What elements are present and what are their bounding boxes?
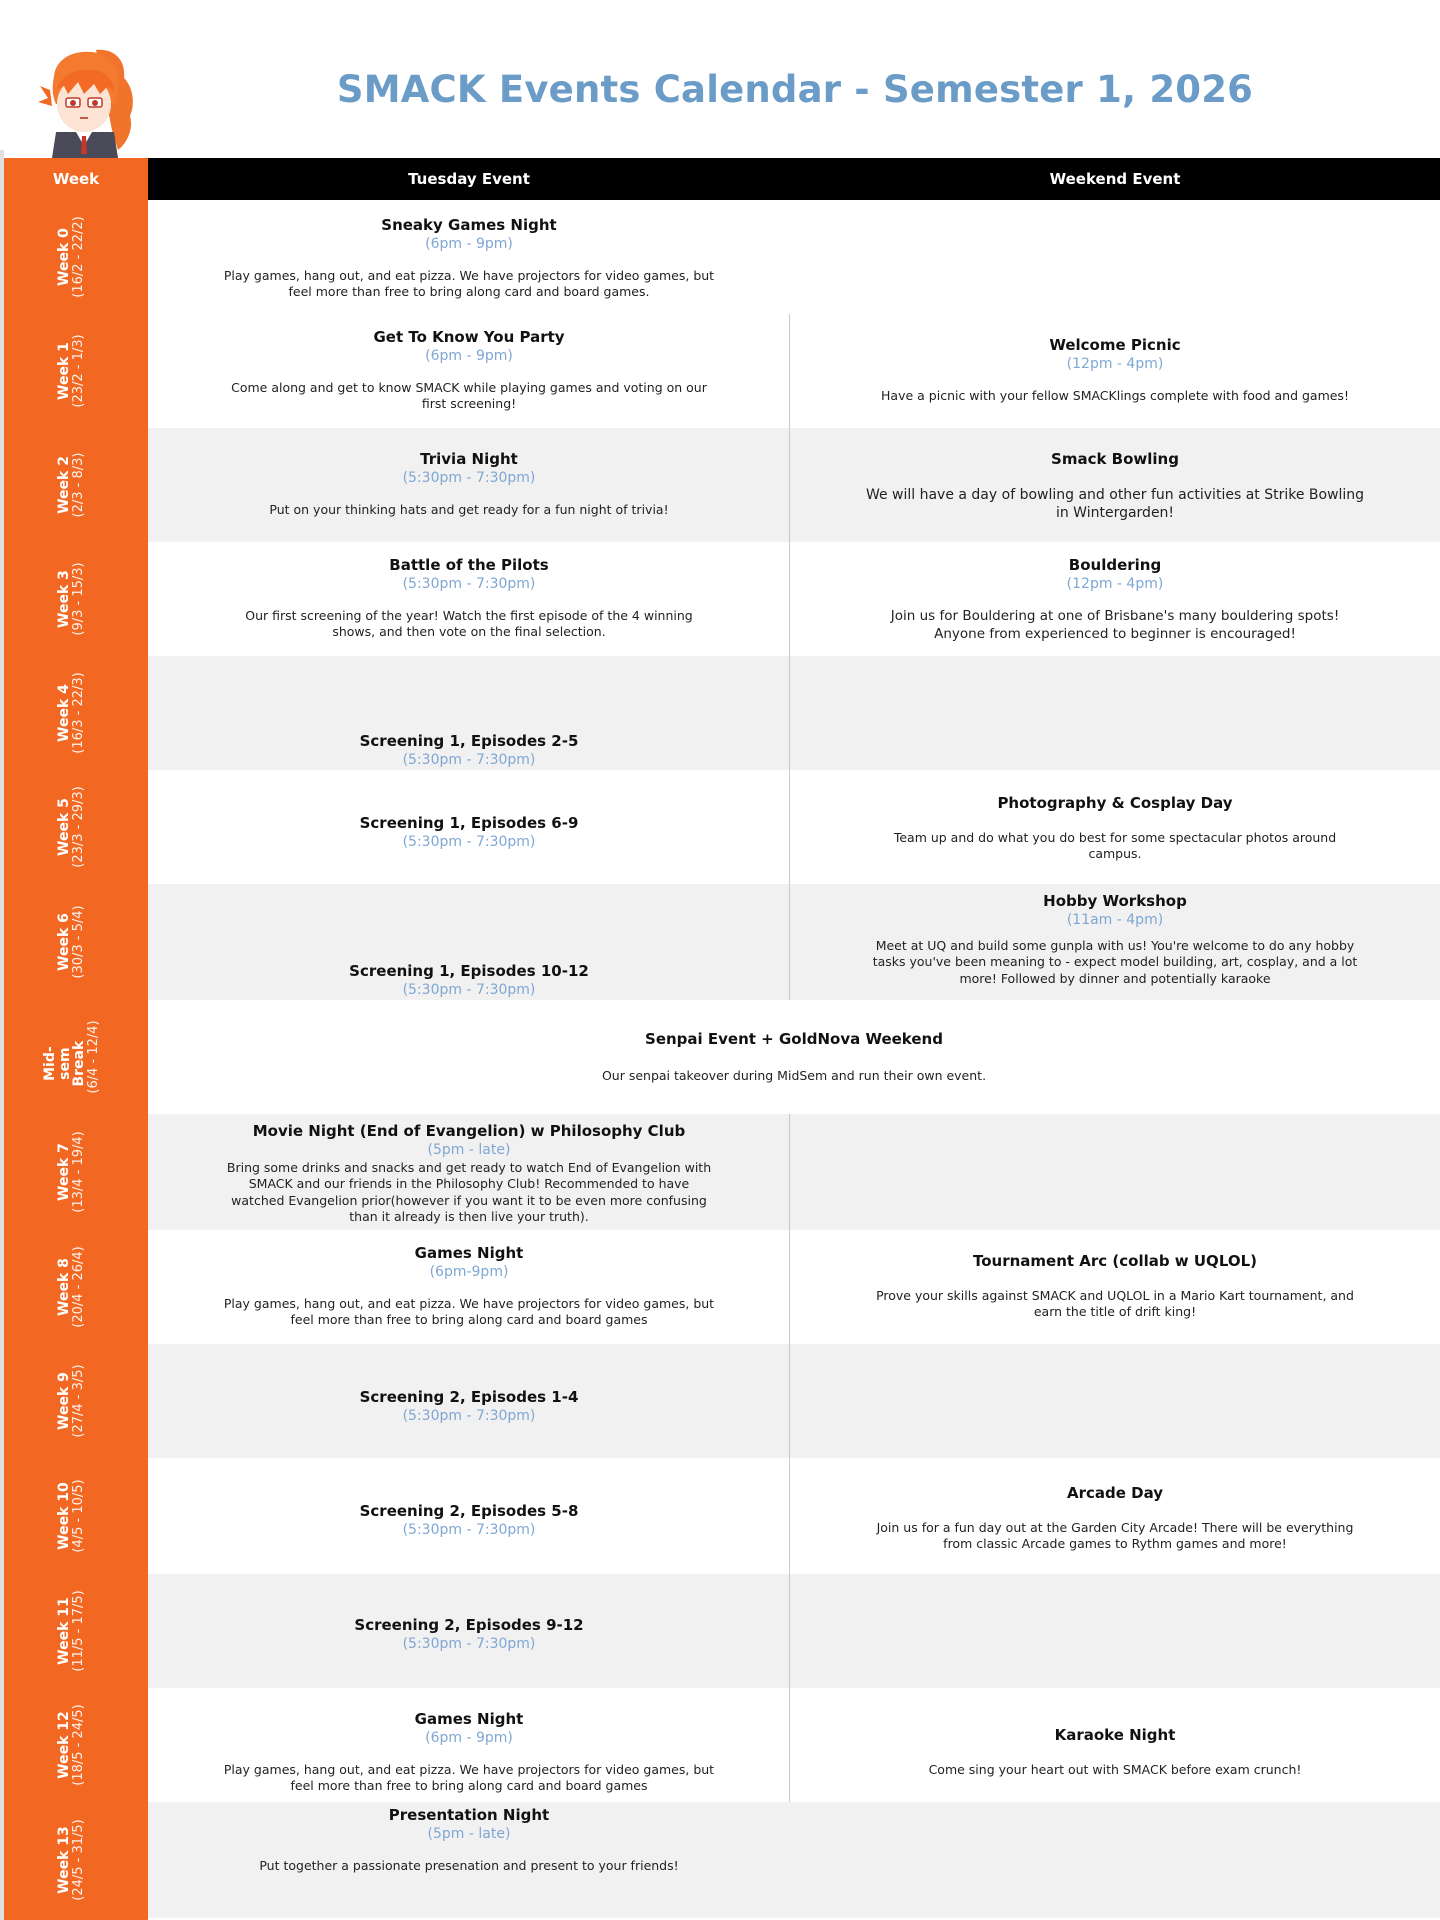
tuesday-event-cell [148,656,790,770]
week-number: Week 6 [56,913,73,971]
event-title: Movie Night (End of Evangelion) w Philosophy Club [252,1122,686,1140]
week-label [0,884,144,1000]
event-time: (6pm - 9pm) [425,1730,513,1746]
calendar-table [41,200,1440,1918]
week-number: Week 0 [56,228,73,286]
week-dates: (23/2 - 1/3) [71,334,87,408]
event-title: Screening 1, Episodes 10-12 [349,962,589,980]
tuesday-event-cell [148,770,790,884]
event-title: Arcade Day [1066,1484,1164,1502]
tuesday-event-cell [148,1688,790,1802]
column-divider [789,1114,790,1230]
tuesday-event-cell [148,884,790,1000]
week-dates: (18/5 - 24/5) [71,1704,87,1786]
event-title: Karaoke Night [1054,1726,1176,1744]
weekend-event-cell [790,1230,1440,1344]
table-row [56,1114,1440,1230]
event [148,814,790,850]
column-header-tuesday: Tuesday Event [408,170,530,188]
event-time: (6pm-9pm) [429,1264,509,1280]
weekend-event-cell [790,770,1440,884]
weekend-event-cell [790,428,1440,542]
week-label [0,770,144,884]
event-description: Play games, hang out, and eat pizza. We have projectors for video games, but feel more than free to bring along card and board games [223,1296,715,1328]
event [148,1710,790,1795]
event-description: Team up and do what you do best for some spectacular photos around campus. [893,830,1337,862]
week-dates: (16/3 - 22/3) [71,672,87,754]
event-title: Smack Bowling [1051,450,1179,468]
weekend-event-cell [790,1802,1440,1918]
event-time: (5:30pm - 7:30pm) [402,1522,536,1538]
event-time: (12pm - 4pm) [1066,356,1164,372]
event-description: Meet at UQ and build some gunpla with us! You're welcome to do any hobby tasks you've been meaning to - expect model building, art, cosplay, and a lot more! Followed by dinner and potentially karaoke [872,938,1358,986]
table-row [56,1344,1440,1458]
week-dates: (2/3 - 8/3) [71,452,87,518]
tuesday-event-cell [148,542,790,656]
event-time: (5:30pm - 7:30pm) [402,1408,536,1424]
week-label [0,1000,144,1114]
full-week-event-cell [148,1000,1440,1114]
event-description: Come sing your heart out with SMACK before exam crunch! [928,1762,1302,1777]
event-time: (5:30pm - 7:30pm) [402,982,536,998]
event-title: Bouldering [1068,556,1162,574]
week-dates: (16/2 - 22/2) [71,216,87,298]
week-label [0,1230,144,1344]
week-number: Week 8 [56,1258,73,1316]
event-title: Tournament Arc (collab w UQLOL) [972,1252,1258,1270]
event-description: We will have a day of bowling and other fun activities at Strike Bowling in Wintergarden! [865,487,1365,522]
event-time: (5:30pm - 7:30pm) [402,470,536,486]
table-row [56,1688,1440,1802]
event-time: (5:30pm - 7:30pm) [402,834,536,850]
week-number: Week 3 [56,570,73,628]
event-title: Screening 1, Episodes 6-9 [359,814,579,832]
week-number: Week 4 [56,684,73,742]
page-header [0,0,1440,158]
tuesday-event-cell [148,1344,790,1458]
event [790,1484,1440,1553]
week-number: Mid-sem Break [41,1040,88,1087]
event-title: Photography & Cosplay Day [997,794,1233,812]
column-header-weekend: Weekend Event [1049,170,1181,188]
week-label [0,1688,144,1802]
event-title: Screening 2, Episodes 9-12 [354,1616,584,1634]
event-description: Join us for Bouldering at one of Brisbane's many bouldering spots! Anyone from experienced to beginner is encouraged! [890,608,1340,642]
page-title: SMACK Events Calendar - Semester 1, 2026 [336,68,1254,111]
event [148,1388,790,1424]
column-header-bar [4,158,1440,200]
event-time: (5pm - late) [427,1826,511,1842]
event [148,450,790,518]
week-dates: (27/4 - 3/5) [71,1364,87,1438]
week-dates: (24/5 - 31/5) [71,1819,87,1901]
weekend-event-cell [790,1688,1440,1802]
tuesday-event-cell [148,1114,790,1230]
week-label [0,1458,144,1574]
event-title: Welcome Picnic [1049,336,1181,354]
event-description: Our senpai takeover during MidSem and run their own event. [601,1068,987,1083]
week-number: Week 1 [56,342,73,400]
column-divider [789,1688,790,1802]
event-title: Games Night [414,1244,524,1262]
event [148,216,790,301]
event-description: Our first screening of the year! Watch the first episode of the 4 winning shows, and then vote on the final selection. [245,608,693,640]
column-divider [789,1344,790,1458]
weekend-event-cell [790,200,1440,314]
week-number: Week 7 [56,1143,73,1201]
week-dates: (11/5 - 17/5) [71,1590,87,1672]
table-row [41,1000,1440,1114]
week-label [0,428,144,542]
event-description: Bring some drinks and snacks and get ready to watch End of Evangelion with SMACK and our friends in the Philosophy Club! Recommended to have watched Evangelion prior(however if you want it to be even more confusing than it already is then live your truth). [226,1160,712,1224]
event [790,556,1440,643]
event-description: Have a picnic with your fellow SMACKlings complete with food and games! [881,388,1349,403]
event [148,328,790,413]
event [790,892,1440,987]
event [148,1616,790,1652]
event [148,962,790,998]
tuesday-event-cell [148,200,790,314]
event-time: (11am - 4pm) [1066,912,1164,928]
event [148,1502,790,1538]
tuesday-event-cell [148,428,790,542]
event [148,1806,790,1874]
column-divider [789,1574,790,1688]
event-title: Screening 1, Episodes 2-5 [359,732,579,750]
event [790,1726,1440,1778]
event [148,1244,790,1329]
event-time: (5:30pm - 7:30pm) [402,1636,536,1652]
tuesday-event-cell [148,1574,790,1688]
week-label [0,1344,144,1458]
event-time: (5:30pm - 7:30pm) [402,576,536,592]
weekend-event-cell [790,314,1440,428]
event-title: Screening 2, Episodes 1-4 [359,1388,579,1406]
table-row [56,542,1440,656]
week-dates: (30/3 - 5/4) [71,905,87,979]
weekend-event-cell [790,884,1440,1000]
week-number: Week 5 [56,798,73,856]
event-title: Games Night [414,1710,524,1728]
table-row [56,770,1440,884]
event [148,732,790,768]
week-number: Week 11 [56,1597,73,1665]
week-number: Week 13 [56,1826,73,1894]
event-title: Screening 2, Episodes 5-8 [359,1502,579,1520]
column-divider [789,428,790,542]
event [148,1030,1440,1084]
event [148,556,790,641]
week-number: Week 10 [56,1482,73,1550]
week-label [0,200,144,314]
event [790,336,1440,404]
event [790,794,1440,863]
week-label [0,314,144,428]
column-divider [789,314,790,428]
event-title: Sneaky Games Night [381,216,557,234]
table-row [56,200,1440,314]
table-row [56,1574,1440,1688]
event-title: Battle of the Pilots [389,556,549,574]
event-description: Play games, hang out, and eat pizza. We have projectors for video games, but feel more than free to bring along card and board games. [223,268,715,300]
week-label [0,1574,144,1688]
weekend-event-cell [790,1574,1440,1688]
event-time: (6pm - 9pm) [425,236,513,252]
tuesday-event-cell [148,1802,790,1918]
event-title: Trivia Night [420,450,518,468]
event-title: Senpai Event + GoldNova Weekend [645,1030,943,1048]
week-dates: (13/4 - 19/4) [71,1131,87,1213]
event-description: Put on your thinking hats and get ready for a fun night of trivia! [269,502,669,517]
event-time: (5:30pm - 7:30pm) [402,752,536,768]
weekend-event-cell [790,1458,1440,1574]
weekend-event-cell [790,1344,1440,1458]
table-row [56,1458,1440,1574]
table-row [56,1802,1440,1918]
event-description: Join us for a fun day out at the Garden City Arcade! There will be everything from classic Arcade games to Rythm games and more! [876,1520,1354,1552]
week-number: Week 9 [56,1372,73,1430]
event [790,1252,1440,1321]
column-divider [789,656,790,770]
anime-mascot-icon [34,46,144,158]
table-row [56,428,1440,542]
event-time: (6pm - 9pm) [425,348,513,364]
column-divider [789,542,790,656]
event-time: (5pm - late) [427,1142,511,1158]
weekend-event-cell [790,656,1440,770]
week-dates: (20/4 - 26/4) [71,1246,87,1328]
tuesday-event-cell [148,1458,790,1574]
week-dates: (4/5 - 10/5) [71,1479,87,1553]
table-row [56,314,1440,428]
column-divider [789,884,790,1000]
event-description: Prove your skills against SMACK and UQLOL in a Mario Kart tournament, and earn the title of drift king! [876,1288,1354,1320]
week-dates: (9/3 - 15/3) [71,562,87,636]
event-description: Put together a passionate presenation and present to your friends! [259,1858,679,1873]
week-label [0,1802,144,1918]
tuesday-event-cell [148,314,790,428]
week-label [0,656,144,770]
week-dates: (6/4 - 12/4) [85,1020,101,1094]
tuesday-event-cell [148,1230,790,1344]
weekend-event-cell [790,1114,1440,1230]
event-title: Presentation Night [388,1806,550,1824]
table-row [56,656,1440,770]
event-title: Hobby Workshop [1043,892,1187,910]
week-number: Week 2 [56,456,73,514]
week-label [0,542,144,656]
event-title: Get To Know You Party [373,328,565,346]
event-description: Play games, hang out, and eat pizza. We have projectors for video games, but feel more than free to bring along card and board games [223,1762,715,1794]
weekend-event-cell [790,542,1440,656]
table-row [56,1230,1440,1344]
column-divider [789,1458,790,1574]
event [148,1122,790,1225]
event-description: Come along and get to know SMACK while playing games and voting on our first screening! [231,380,707,412]
table-row [56,884,1440,1000]
event-time: (12pm - 4pm) [1066,576,1164,592]
event [790,450,1440,522]
column-divider [789,1230,790,1344]
week-label [0,1114,144,1230]
column-divider [789,770,790,884]
week-number: Week 12 [56,1711,73,1779]
column-header-week: Week [4,158,148,200]
week-dates: (23/3 - 29/3) [71,786,87,868]
